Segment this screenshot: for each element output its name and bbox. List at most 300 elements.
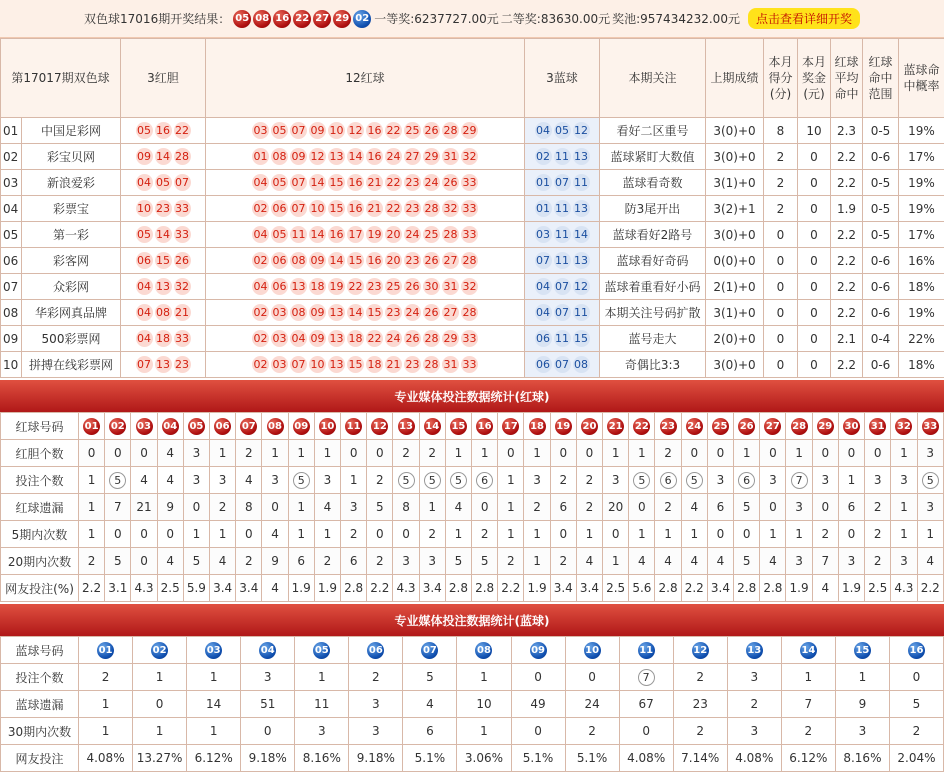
- cell-focus: 看好二区重号: [600, 118, 706, 144]
- stats-cell: 3: [393, 548, 419, 575]
- stats-cell: 5: [105, 548, 131, 575]
- stats-cell: [498, 413, 524, 440]
- red-number: 18: [347, 330, 364, 347]
- stats-cell: 2: [865, 548, 891, 575]
- stats-cell: 0: [707, 440, 733, 467]
- stats-cell: [812, 413, 838, 440]
- stats-cell: [288, 467, 314, 494]
- stats-cell: [105, 413, 131, 440]
- red-number: 04: [136, 278, 153, 295]
- red-number: 24: [404, 226, 421, 243]
- stats-cell: 0: [131, 548, 157, 575]
- red-number: 15: [347, 252, 364, 269]
- stats-label: 蓝球号码: [1, 637, 79, 664]
- red-number: 19: [366, 226, 383, 243]
- red-ball: 21: [607, 418, 624, 435]
- stats-cell: 0: [865, 440, 891, 467]
- red-ball: 09: [293, 418, 310, 435]
- red-number: 26: [423, 252, 440, 269]
- stats-cell: 1: [472, 440, 498, 467]
- stats-cell: 2: [865, 521, 891, 548]
- blue-balls: [525, 248, 600, 274]
- stats-cell: 51: [241, 691, 295, 718]
- circled-count: 6: [476, 472, 493, 489]
- stats-cell: 0: [511, 664, 565, 691]
- cell-range: 0-5: [863, 170, 899, 196]
- stats-cell: 4: [681, 494, 707, 521]
- red-number: 09: [290, 148, 307, 165]
- blue-ball: 11: [638, 642, 655, 659]
- blue-balls: [525, 300, 600, 326]
- stats-cell: 3: [865, 467, 891, 494]
- stats-cell: 1: [210, 440, 236, 467]
- stats-cell: 3: [917, 494, 944, 521]
- stats-cell: [673, 637, 727, 664]
- row-number: 04: [1, 196, 22, 222]
- stats-cell: 5.1%: [511, 745, 565, 772]
- stats-cell: 0: [341, 440, 367, 467]
- row-number: 06: [1, 248, 22, 274]
- red-number: 14: [347, 148, 364, 165]
- first-prize: 一等奖:6237727.00元: [374, 10, 499, 27]
- red-ball: 25: [712, 418, 729, 435]
- stats-cell: [565, 637, 619, 664]
- stats-cell: 3: [727, 718, 781, 745]
- red-number: 21: [385, 356, 402, 373]
- stats-cell: 3: [812, 467, 838, 494]
- red-number: 13: [155, 356, 172, 373]
- cell-focus: 蓝球看好2路号: [600, 222, 706, 248]
- red-number: 23: [385, 304, 402, 321]
- row-number: 05: [1, 222, 22, 248]
- stats-cell: 1: [457, 718, 511, 745]
- cell-avg: 2.2: [831, 144, 863, 170]
- red-number: 23: [155, 200, 172, 217]
- cell-range: 0-6: [863, 248, 899, 274]
- red-number: 05: [271, 174, 288, 191]
- blue-ball: 13: [746, 642, 763, 659]
- stats-cell: 2.5: [157, 575, 183, 602]
- red-number: 32: [174, 278, 191, 295]
- stats-cell: [419, 413, 445, 440]
- stats-cell: 3: [835, 718, 889, 745]
- red-number: 06: [136, 252, 153, 269]
- stats-cell: 6: [707, 494, 733, 521]
- stats-cell: 2: [79, 664, 133, 691]
- stats-cell: 4.08%: [727, 745, 781, 772]
- stats-cell: 2: [781, 718, 835, 745]
- red-number: 02: [252, 330, 269, 347]
- stats-cell: [760, 413, 786, 440]
- stats-cell: 1: [79, 467, 105, 494]
- red-balls: [206, 274, 525, 300]
- cell-range: 0-5: [863, 222, 899, 248]
- view-draw-details-button[interactable]: 点击查看详细开奖: [748, 8, 860, 29]
- red-number: 23: [174, 356, 191, 373]
- stats-cell: 1: [79, 718, 133, 745]
- cell-avg: 2.2: [831, 352, 863, 378]
- stats-cell: 1: [838, 467, 864, 494]
- cell-prob: 19%: [899, 300, 944, 326]
- red-number: 14: [328, 252, 345, 269]
- red-number: 04: [136, 330, 153, 347]
- stats-cell: 4: [629, 548, 655, 575]
- blue-number: 07: [554, 304, 571, 321]
- circled-count: 5: [686, 472, 703, 489]
- red-number: 07: [290, 174, 307, 191]
- red-number: 23: [404, 174, 421, 191]
- red-number: 09: [309, 330, 326, 347]
- stats-cell: 0: [241, 718, 295, 745]
- blue-balls: [525, 222, 600, 248]
- stats-row: [1, 413, 944, 440]
- red-number: 32: [461, 148, 478, 165]
- cell-range: 0-5: [863, 196, 899, 222]
- stats-cell: 1: [603, 548, 629, 575]
- stats-cell: 1.9: [524, 575, 550, 602]
- red-number: 19: [328, 278, 345, 295]
- red-number: 14: [309, 174, 326, 191]
- cell-score: 2: [764, 196, 798, 222]
- stats-cell: 3.4: [550, 575, 576, 602]
- red-number: 13: [328, 356, 345, 373]
- stats-cell: 7: [812, 548, 838, 575]
- red-number: 32: [442, 200, 459, 217]
- red-number: 31: [442, 278, 459, 295]
- dan-balls: [121, 222, 206, 248]
- red-number: 04: [252, 174, 269, 191]
- stats-cell: 1: [786, 440, 812, 467]
- stats-label: 20期内次数: [1, 548, 79, 575]
- blue-ball: 04: [259, 642, 276, 659]
- stats-row: [1, 440, 944, 467]
- stats-cell: 7.14%: [673, 745, 727, 772]
- cell-last: 3(0)+0: [706, 352, 764, 378]
- stats-cell: 1: [835, 664, 889, 691]
- stats-cell: 4: [403, 691, 457, 718]
- stats-row: [1, 745, 944, 772]
- red-number: 20: [385, 226, 402, 243]
- stats-cell: [786, 467, 812, 494]
- stats-cell: 2: [367, 548, 393, 575]
- site-name[interactable]: 彩客网: [22, 248, 121, 274]
- stats-cell: [457, 637, 511, 664]
- red-number: 13: [328, 148, 345, 165]
- stats-cell: 1: [734, 440, 760, 467]
- red-ball: 26: [738, 418, 755, 435]
- stats-label: 网友投注(%): [1, 575, 79, 602]
- stats-cell: 0: [393, 521, 419, 548]
- cell-prob: 19%: [899, 196, 944, 222]
- stats-cell: 1: [288, 494, 314, 521]
- red-number: 33: [174, 330, 191, 347]
- cell-range: 0-4: [863, 326, 899, 352]
- stats-cell: 8: [393, 494, 419, 521]
- blue-ball: 02: [151, 642, 168, 659]
- red-number: 04: [252, 226, 269, 243]
- stats-cell: [655, 467, 681, 494]
- blue-balls: [525, 352, 600, 378]
- site-name[interactable]: 500彩票网: [22, 326, 121, 352]
- stats-cell: 4: [681, 548, 707, 575]
- red-number: 25: [404, 122, 421, 139]
- site-name[interactable]: 拼搏在线彩票网: [22, 352, 121, 378]
- stats-cell: [835, 637, 889, 664]
- cell-avg: 2.2: [831, 248, 863, 274]
- cell-last: 3(1)+0: [706, 170, 764, 196]
- cell-prob: 22%: [899, 326, 944, 352]
- stats-cell: 2.2: [681, 575, 707, 602]
- stats-cell: 7: [105, 494, 131, 521]
- red-ball: 30: [843, 418, 860, 435]
- red-ball: 27: [313, 10, 331, 28]
- red-number: 30: [423, 278, 440, 295]
- dan-balls: [121, 352, 206, 378]
- site-name[interactable]: 华彩网真品牌: [22, 300, 121, 326]
- stats-cell: 4.3: [891, 575, 917, 602]
- red-ball: 05: [233, 10, 251, 28]
- stats-cell: 7: [781, 691, 835, 718]
- stats-cell: [891, 413, 917, 440]
- red-balls: [206, 222, 525, 248]
- stats-cell: 0: [734, 521, 760, 548]
- red-ball: 04: [162, 418, 179, 435]
- red-number: 08: [290, 304, 307, 321]
- site-name[interactable]: 新浪爱彩: [22, 170, 121, 196]
- dan-balls: [121, 196, 206, 222]
- blue-ball: 12: [692, 642, 709, 659]
- stats-cell: 0: [236, 521, 262, 548]
- blue-ball: 05: [313, 642, 330, 659]
- cell-score: 0: [764, 248, 798, 274]
- site-name[interactable]: 中国足彩网: [22, 118, 121, 144]
- stats-cell: 4: [262, 521, 288, 548]
- stats-cell: [262, 413, 288, 440]
- circled-count: 7: [791, 472, 808, 489]
- red-number: 16: [366, 122, 383, 139]
- stats-cell: 1: [781, 664, 835, 691]
- stats-cell: 1: [917, 521, 944, 548]
- stats-cell: 2.2: [498, 575, 524, 602]
- stats-cell: 0: [79, 440, 105, 467]
- stats-cell: 0: [550, 440, 576, 467]
- blue-balls: [525, 118, 600, 144]
- red-number: 14: [155, 148, 172, 165]
- stats-cell: 20: [603, 494, 629, 521]
- blue-number: 07: [554, 356, 571, 373]
- stats-cell: 1: [760, 521, 786, 548]
- prize-pool: 奖池:957434232.00元: [612, 10, 740, 27]
- site-name[interactable]: 彩票宝: [22, 196, 121, 222]
- stats-cell: 0: [511, 718, 565, 745]
- red-balls: [206, 300, 525, 326]
- stats-cell: 0: [367, 440, 393, 467]
- stats-cell: [619, 664, 673, 691]
- stats-cell: [917, 467, 944, 494]
- stats-cell: 0: [681, 440, 707, 467]
- cell-prob: 18%: [899, 274, 944, 300]
- cell-avg: 2.1: [831, 326, 863, 352]
- stats-cell: [917, 413, 944, 440]
- site-name[interactable]: 众彩网: [22, 274, 121, 300]
- stats-cell: 2: [393, 440, 419, 467]
- stats-cell: 2.8: [341, 575, 367, 602]
- red-number: 28: [461, 304, 478, 321]
- stats-cell: 2: [727, 691, 781, 718]
- stats-cell: 3: [314, 467, 340, 494]
- stats-cell: [367, 413, 393, 440]
- stats-cell: 0: [838, 521, 864, 548]
- stats-cell: 3: [786, 548, 812, 575]
- red-number: 03: [252, 122, 269, 139]
- stats-cell: 5: [445, 548, 471, 575]
- stats-cell: 1: [314, 440, 340, 467]
- site-name[interactable]: 彩宝贝网: [22, 144, 121, 170]
- blues-header: 3蓝球: [525, 39, 600, 118]
- stats-cell: [734, 467, 760, 494]
- red-number: 28: [423, 200, 440, 217]
- red-number: 33: [461, 226, 478, 243]
- stats-row: [1, 548, 944, 575]
- blue-ball: 15: [854, 642, 871, 659]
- red-number: 22: [385, 122, 402, 139]
- stats-row: [1, 494, 944, 521]
- stats-cell: 3: [210, 467, 236, 494]
- cell-bonus: 0: [798, 196, 831, 222]
- blue-ball: 02: [353, 10, 371, 28]
- red-balls: [206, 118, 525, 144]
- stats-cell: 2.04%: [889, 745, 943, 772]
- stats-cell: [393, 413, 419, 440]
- cell-range: 0-6: [863, 352, 899, 378]
- stats-cell: 1: [681, 521, 707, 548]
- red-number: 09: [136, 148, 153, 165]
- red-number: 09: [309, 304, 326, 321]
- red-number: 02: [252, 304, 269, 321]
- red-number: 33: [461, 356, 478, 373]
- draw-result-bar: [0, 0, 944, 38]
- blue-number: 11: [554, 330, 571, 347]
- second-prize: 二等奖:83630.00元: [501, 10, 610, 27]
- stats-cell: 1: [457, 664, 511, 691]
- stats-cell: [445, 413, 471, 440]
- red-number: 26: [423, 122, 440, 139]
- cell-focus: 奇偶比3:3: [600, 352, 706, 378]
- blue-number: 13: [573, 252, 590, 269]
- red-number: 23: [404, 252, 421, 269]
- red-number: 29: [461, 122, 478, 139]
- stats-cell: 4: [576, 548, 602, 575]
- row-number: 08: [1, 300, 22, 326]
- red-number: 24: [385, 148, 402, 165]
- stats-cell: 11: [295, 691, 349, 718]
- stats-cell: 1: [498, 521, 524, 548]
- stats-cell: 5: [472, 548, 498, 575]
- red-number: 15: [328, 174, 345, 191]
- red-balls: [206, 248, 525, 274]
- stats-cell: 5.1%: [403, 745, 457, 772]
- stats-cell: 2.5: [603, 575, 629, 602]
- stats-cell: 3: [891, 467, 917, 494]
- stats-cell: 3: [707, 467, 733, 494]
- cell-focus: 本期关注号码扩散: [600, 300, 706, 326]
- stats-cell: [889, 637, 943, 664]
- stats-row: [1, 521, 944, 548]
- cell-focus: 蓝球紧盯大数值: [600, 144, 706, 170]
- red-number: 15: [347, 356, 364, 373]
- circled-count: 5: [293, 472, 310, 489]
- table-row: [1, 352, 944, 378]
- cell-bonus: 0: [798, 274, 831, 300]
- dan-balls: [121, 144, 206, 170]
- stats-cell: [314, 413, 340, 440]
- stats-cell: 0: [157, 521, 183, 548]
- circled-count: 5: [109, 472, 126, 489]
- stats-cell: 2: [472, 521, 498, 548]
- blue-number: 11: [554, 252, 571, 269]
- red-ball: 15: [450, 418, 467, 435]
- row-number: 07: [1, 274, 22, 300]
- red-number: 33: [174, 200, 191, 217]
- table-row: [1, 118, 944, 144]
- red-ball: 06: [214, 418, 231, 435]
- red-ball: 16: [273, 10, 291, 28]
- red-number: 24: [385, 330, 402, 347]
- stats-cell: [131, 413, 157, 440]
- stats-cell: 4: [917, 548, 944, 575]
- stats-cell: 67: [619, 691, 673, 718]
- blue-number: 13: [573, 200, 590, 217]
- red-number: 03: [271, 356, 288, 373]
- blue-number: 11: [554, 226, 571, 243]
- site-name[interactable]: 第一彩: [22, 222, 121, 248]
- stats-cell: 14: [187, 691, 241, 718]
- cell-avg: 1.9: [831, 196, 863, 222]
- stats-cell: 4: [655, 548, 681, 575]
- stats-cell: 4: [236, 467, 262, 494]
- stats-cell: 2: [236, 548, 262, 575]
- stats-cell: 9: [262, 548, 288, 575]
- stats-cell: 3: [838, 548, 864, 575]
- cell-last: 3(0)+0: [706, 118, 764, 144]
- stats-cell: 3.4: [576, 575, 602, 602]
- stats-cell: 6: [341, 548, 367, 575]
- stats-cell: 1: [341, 467, 367, 494]
- red-number: 22: [347, 278, 364, 295]
- stats-cell: [445, 467, 471, 494]
- blue-number: 12: [573, 122, 590, 139]
- stats-cell: 0: [760, 440, 786, 467]
- red-ball: 05: [188, 418, 205, 435]
- stats-cell: 1: [262, 440, 288, 467]
- stats-cell: 1: [524, 440, 550, 467]
- stats-cell: 8: [236, 494, 262, 521]
- red-number: 07: [174, 174, 191, 191]
- cell-last: 0(0)+0: [706, 248, 764, 274]
- stats-cell: 1: [79, 494, 105, 521]
- stats-cell: 2.8: [472, 575, 498, 602]
- stats-cell: 5: [889, 691, 943, 718]
- table-row: [1, 274, 944, 300]
- blue-ball: 03: [205, 642, 222, 659]
- stats-cell: 6: [550, 494, 576, 521]
- red-number: 14: [309, 226, 326, 243]
- cell-avg: 2.2: [831, 170, 863, 196]
- stats-cell: 3: [262, 467, 288, 494]
- red-number: 05: [155, 174, 172, 191]
- stats-cell: 3: [760, 467, 786, 494]
- stats-cell: 2: [673, 664, 727, 691]
